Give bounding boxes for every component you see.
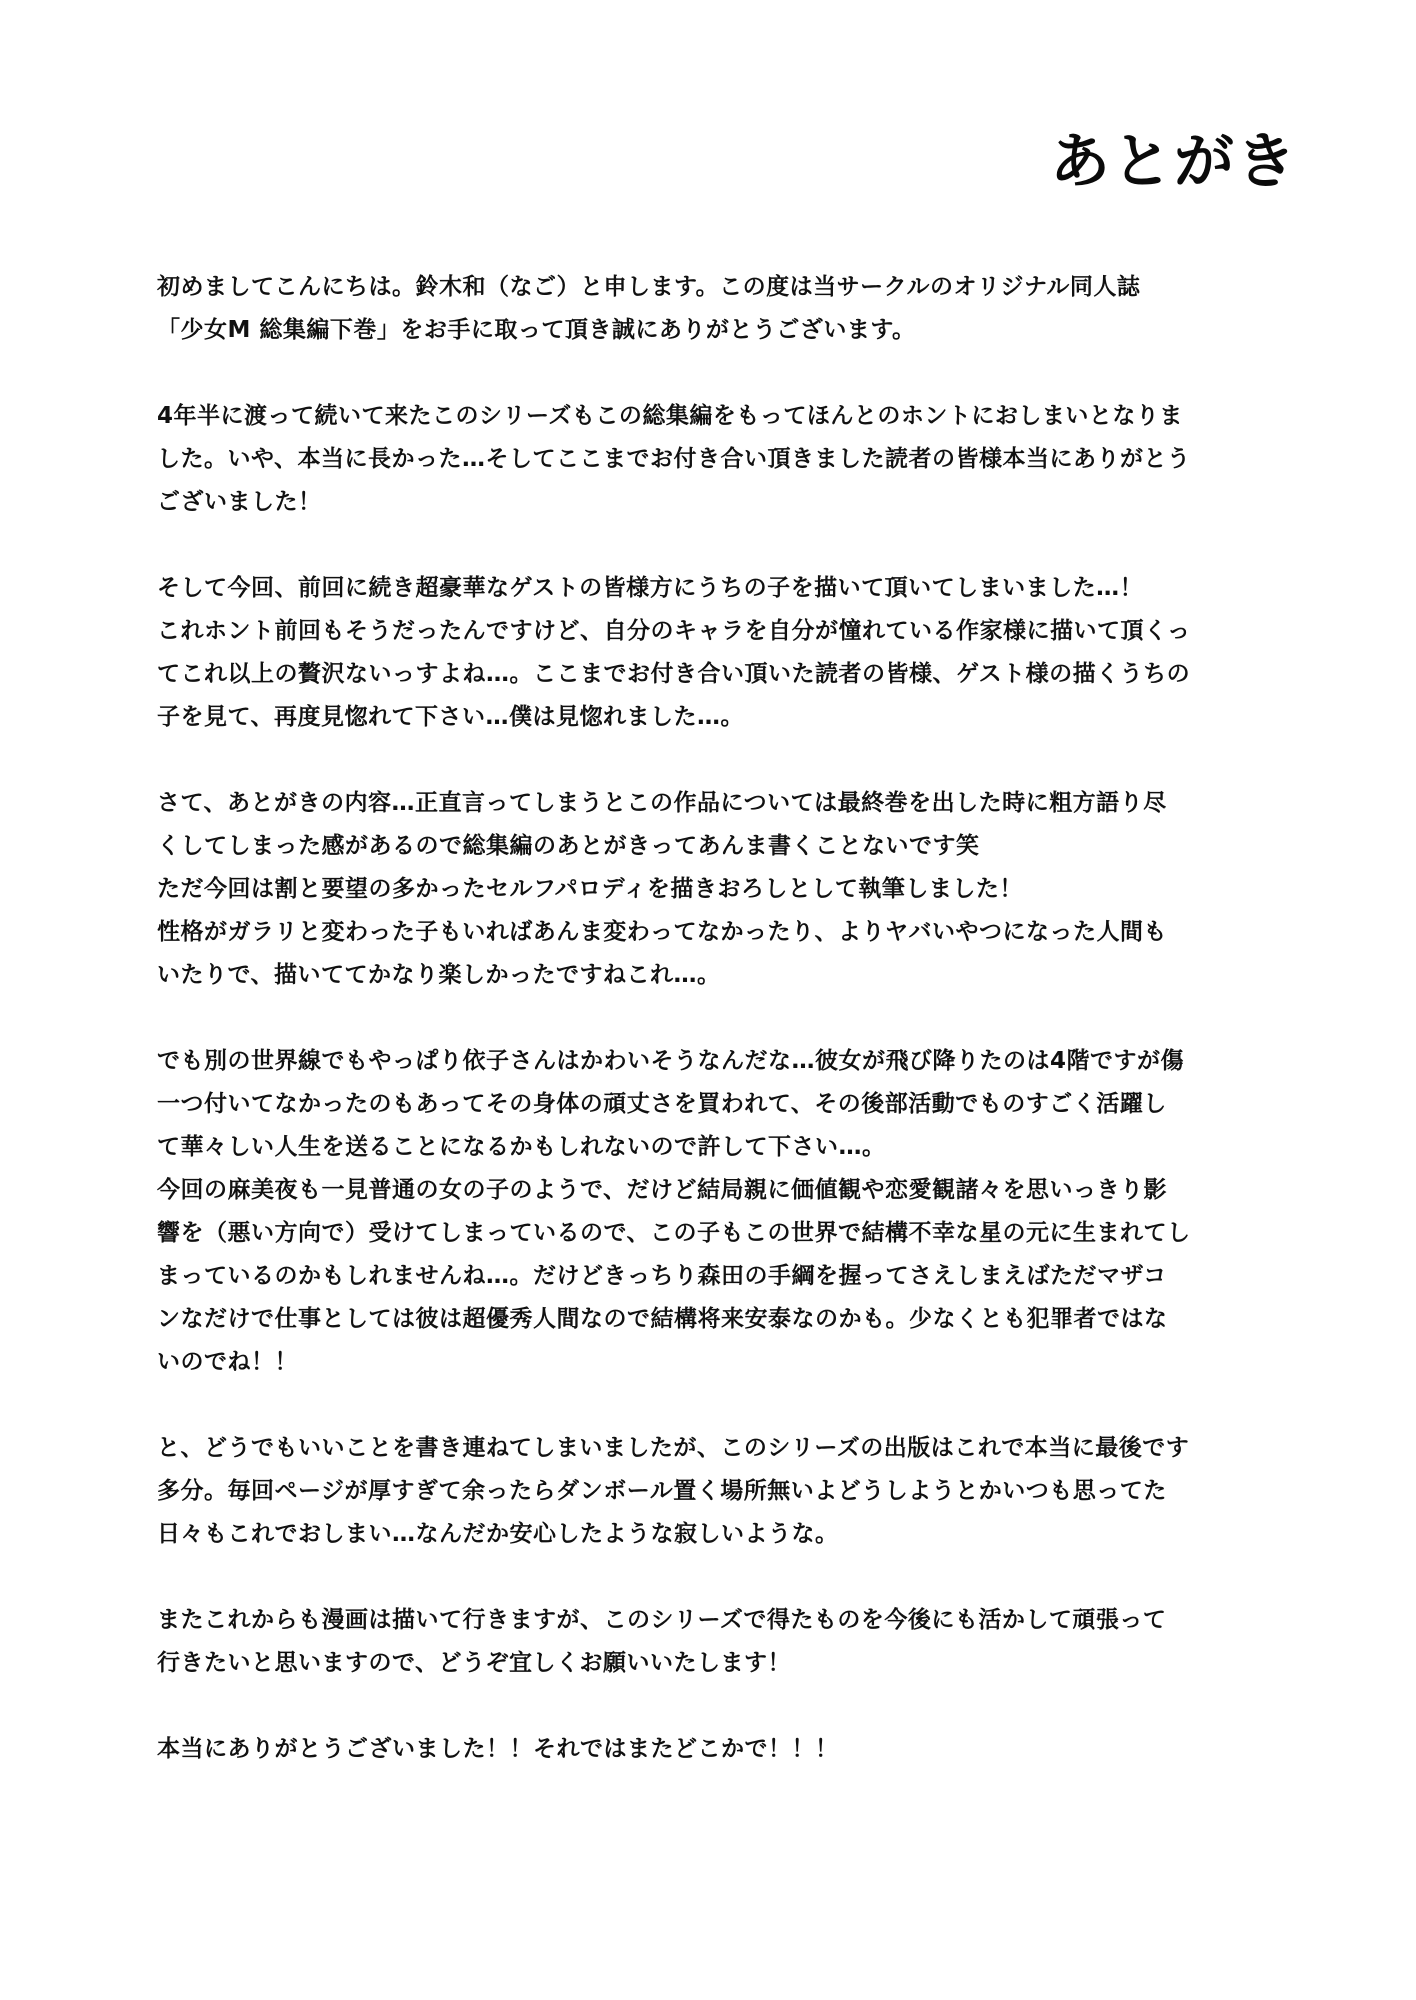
text-line: 子を見て、再度見惚れて下さい…僕は見惚れました…。 [157, 704, 745, 730]
paragraph [157, 266, 1267, 352]
paragraph [157, 1427, 1267, 1556]
paragraph [157, 395, 1267, 524]
text-line: 多分。毎回ページが厚すぎて余ったらダンボール置く場所無いよどうしようとかいつも思ってた [157, 1478, 1167, 1504]
text-line: そして今回、前回に続き超豪華なゲストの皆様方にうちの子を描いて頂いてしまいました…！ [157, 575, 1144, 601]
text-line: 性格がガラリと変わった子もいればあんま変わってなかったり、よりヤバいやつになった人間も [157, 919, 1168, 945]
paragraph [157, 1599, 1267, 1685]
afterword-body [157, 266, 1267, 1814]
text-line: 日々もこれでおしまい…なんだか安心したような寂しいような。 [157, 1521, 839, 1547]
text-line: 今回の麻美夜も一見普通の女の子のようで、だけど結局親に価値観や恋愛観諸々を思いっきり影 [157, 1177, 1168, 1203]
text-line: 4年半に渡って続いて来たこのシリーズもこの総集編をもってほんとのホントにおしまいとなりま [157, 403, 1183, 429]
text-line: 初めましてこんにちは。鈴木和（なご）と申します。この度は当サークルのオリジナル同人誌 [157, 274, 1141, 300]
paragraph [157, 1728, 1267, 1771]
text-line: てこれ以上の贅沢ないっすよね…。ここまでお付き合い頂いた読者の皆様、ゲスト様の描くうちの [157, 661, 1191, 687]
text-line: ただ今回は割と要望の多かったセルフパロディを描きおろしとして執筆しました！ [157, 876, 1023, 902]
text-line: て華々しい人生を送ることになるかもしれないので許して下さい…。 [157, 1134, 886, 1160]
text-line: またこれからも漫画は描いて行きますが、このシリーズで得たものを今後にも活かして頑張って [157, 1607, 1167, 1633]
text-line: 響を（悪い方向で）受けてしまっているので、この子もこの世界で結構不幸な星の元に生まれてし [157, 1220, 1191, 1246]
text-line: くしてしまった感があるので総集編のあとがきってあんま書くことないです笑 [157, 833, 980, 859]
paragraph [157, 567, 1267, 739]
text-line: 一つ付いてなかったのもあってその身体の頑丈さを買われて、その後部活動でものすごく活躍し [157, 1091, 1167, 1117]
text-line: ンなだけで仕事としては彼は超優秀人間なので結構将来安泰なのかも。少なくとも犯罪者ではな [157, 1306, 1168, 1332]
text-line: さて、あとがきの内容…正直言ってしまうとこの作品については最終巻を出した時に粗方語り尽 [157, 790, 1167, 816]
text-line: ございました！ [157, 489, 322, 515]
paragraph [157, 782, 1267, 997]
text-line: いのでね！！ [157, 1349, 298, 1375]
text-line: まっているのかもしれませんね…。だけどきっちり森田の手綱を握ってさえしまえばただマザコ [157, 1263, 1167, 1289]
text-line: 行きたいと思いますので、どうぞ宜しくお願いいたします！ [157, 1650, 792, 1676]
text-line: いたりで、描いててかなり楽しかったですねこれ…。 [157, 962, 721, 988]
text-line: 本当にありがとうございました！！それではまたどこかで！！！ [157, 1736, 839, 1762]
text-line: これホント前回もそうだったんですけど、自分のキャラを自分が憧れている作家様に描いて頂くっ [157, 618, 1191, 644]
page-title: あとがき [1050, 127, 1298, 197]
paragraph [157, 1040, 1267, 1384]
text-line: した。いや、本当に長かった…そしてここまでお付き合い頂きました読者の皆様本当にありがとう [157, 446, 1191, 472]
text-line: と、どうでもいいことを書き連ねてしまいましたが、このシリーズの出版はこれで本当に最後です [157, 1435, 1190, 1461]
text-line: 「少女M 総集編下巻」をお手に取って頂き誠にありがとうございます。 [157, 317, 916, 343]
text-line: でも別の世界線でもやっぱり依子さんはかわいそうなんだな…彼女が飛び降りたのは4階ですが傷 [157, 1048, 1185, 1074]
